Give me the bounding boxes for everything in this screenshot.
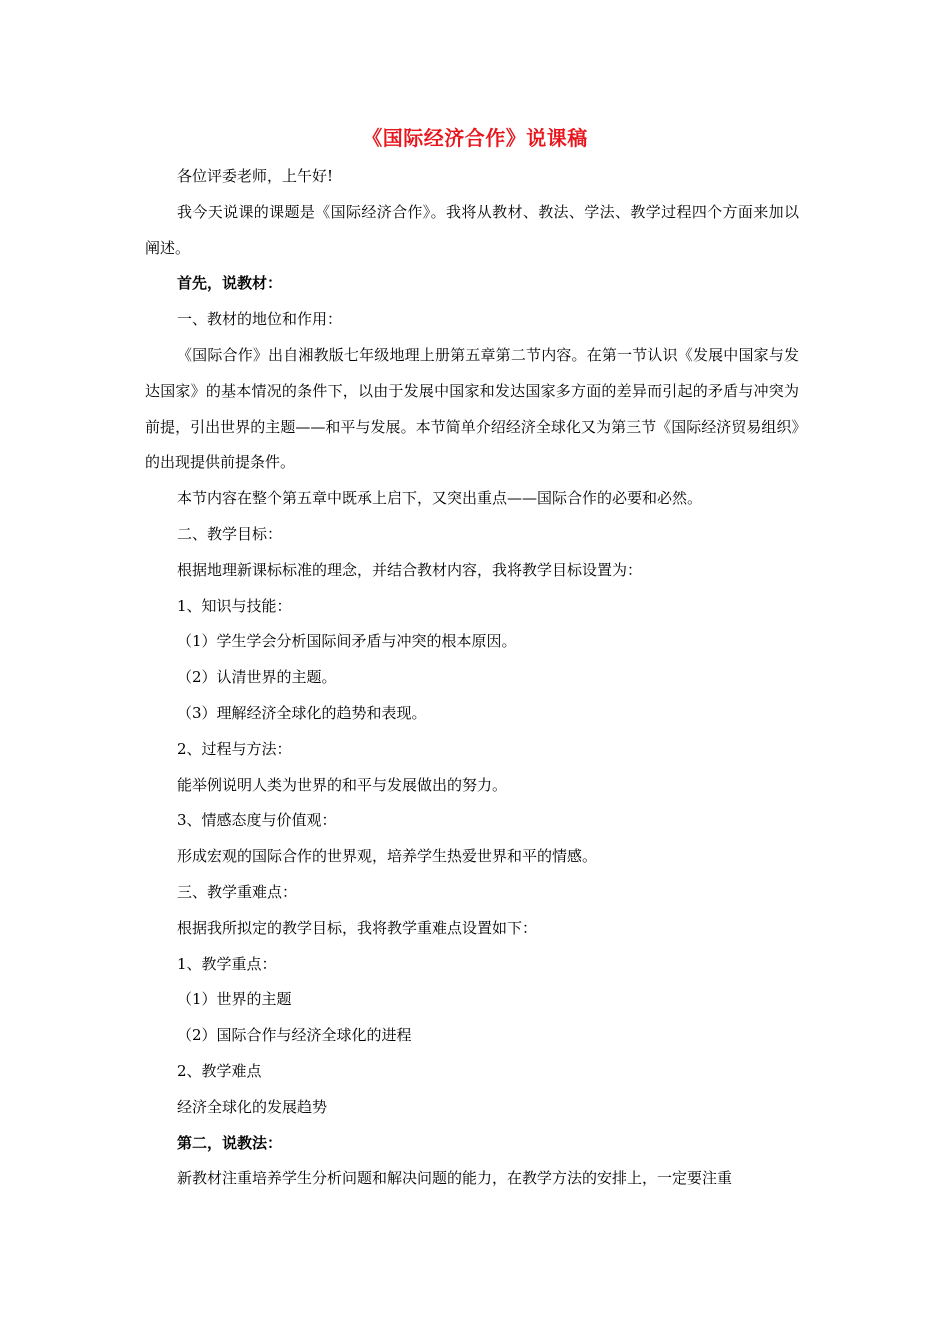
key-point-item-2: （2）国际合作与经济全球化的进程 xyxy=(177,1026,412,1045)
goal-attitude-text: 形成宏观的国际合作的世界观，培养学生热爱世界和平的情感。 xyxy=(177,847,598,866)
teaching-method-paragraph: 新教材注重培养学生分析问题和解决问题的能力，在教学方法的安排上，一定要注重 xyxy=(177,1169,733,1188)
content-role-paragraph: 本节内容在整个第五章中既承上启下，又突出重点——国际合作的必要和必然。 xyxy=(177,489,703,508)
document-body xyxy=(145,159,799,1197)
section-heading-teaching-method: 第二，说教法： xyxy=(177,1133,283,1152)
goal-process-heading: 2、过程与方法： xyxy=(177,739,292,758)
difficult-points-heading: 2、教学难点 xyxy=(177,1061,262,1080)
goal-process-text: 能举例说明人类为世界的和平与发展做出的努力。 xyxy=(177,775,508,794)
goal-knowledge-item-3: （3）理解经济全球化的趋势和表现。 xyxy=(177,703,427,722)
goal-attitude-heading: 3、情感态度与价值观： xyxy=(177,811,337,830)
key-points-heading: 1、教学重点： xyxy=(177,954,277,973)
textbook-description-paragraph: 《国际合作》出自湘教版七年级地理上册第五章第二节内容。在第一节认识《发展中国家与发达国家》的基本情况的条件下，以由于发展中国家和发达国家多方面的差异而引起的矛盾与冲突为前提，引出世界的主题——和平与发展。本节简单介绍经济全球化又为第三节《国际经济贸易组织》的出现提供前提条件。 xyxy=(145,345,799,472)
goal-knowledge-item-1: （1）学生学会分析国际间矛盾与冲突的根本原因。 xyxy=(177,632,517,651)
subheading-teaching-goals: 二、教学目标： xyxy=(177,524,283,543)
intro-paragraph: 我今天说课的课题是《国际经济合作》。我将从教材、教法、学法、教学过程四个方面来加以阐述。 xyxy=(145,202,799,257)
goal-knowledge-item-2: （2）认清世界的主题。 xyxy=(177,668,337,687)
subheading-position-role: 一、教材的地位和作用： xyxy=(177,310,343,329)
difficult-point-text: 经济全球化的发展趋势 xyxy=(177,1097,328,1116)
greeting-paragraph: 各位评委老师，上午好! xyxy=(177,167,334,185)
document-title: 《国际经济合作》说课稿 xyxy=(362,126,588,150)
section-heading-textbook: 首先，说教材： xyxy=(177,274,283,293)
key-point-item-1: （1）世界的主题 xyxy=(177,990,292,1009)
subheading-key-points: 三、教学重难点： xyxy=(177,882,298,901)
goal-knowledge-heading: 1、知识与技能： xyxy=(177,596,292,615)
goals-intro-paragraph: 根据地理新课标标准的理念，并结合教材内容，我将教学目标设置为： xyxy=(177,560,643,579)
key-points-intro: 根据我所拟定的教学目标，我将教学重难点设置如下： xyxy=(177,918,538,937)
